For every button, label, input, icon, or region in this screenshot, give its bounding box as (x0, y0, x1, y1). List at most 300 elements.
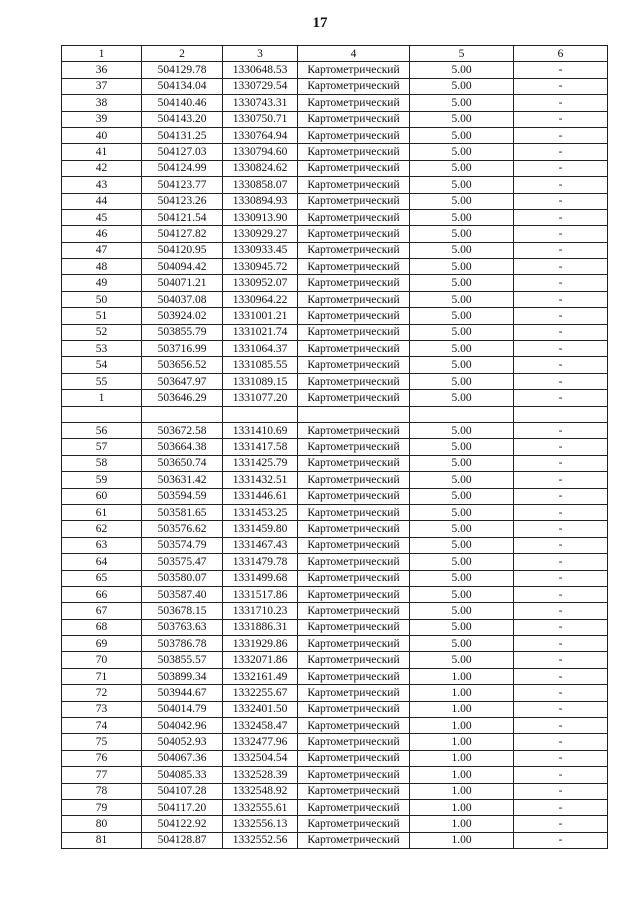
point-number-cell: 77 (62, 767, 142, 783)
table-row (62, 111, 608, 127)
table-row (62, 799, 608, 815)
accuracy-cell: 5.00 (410, 242, 514, 258)
accuracy-cell: 5.00 (410, 521, 514, 537)
accuracy-cell: 5.00 (410, 619, 514, 635)
table-row (62, 750, 608, 766)
accuracy-cell: 5.00 (410, 275, 514, 291)
description-cell: - (514, 78, 608, 94)
point-number-cell: 75 (62, 734, 142, 750)
table-row (62, 783, 608, 799)
method-cell: Картометрический (298, 242, 410, 258)
table-row (62, 127, 608, 143)
page-number: 17 (312, 15, 328, 31)
method-cell: Картометрический (298, 750, 410, 766)
point-number-cell: 42 (62, 160, 142, 176)
method-cell: Картометрический (298, 619, 410, 635)
table-row (62, 439, 608, 455)
table-row (62, 209, 608, 225)
accuracy-cell: 5.00 (410, 177, 514, 193)
point-number-cell: 57 (62, 439, 142, 455)
x-coordinate-cell: 503944.67 (142, 685, 223, 701)
y-coordinate-cell: 1330894.93 (223, 193, 298, 209)
method-cell: Картометрический (298, 390, 410, 406)
method-cell: Картометрический (298, 275, 410, 291)
accuracy-cell: 5.00 (410, 586, 514, 602)
table-row (62, 341, 608, 357)
method-cell: Картометрический (298, 357, 410, 373)
method-cell: Картометрический (298, 291, 410, 307)
method-cell (298, 406, 410, 422)
description-cell: - (514, 816, 608, 832)
method-cell: Картометрический (298, 603, 410, 619)
description-cell: - (514, 701, 608, 717)
table-row (62, 734, 608, 750)
x-coordinate-cell: 504121.54 (142, 209, 223, 225)
table-row (62, 422, 608, 438)
point-number-cell: 36 (62, 62, 142, 78)
y-coordinate-cell: 1330794.60 (223, 144, 298, 160)
table-body (62, 62, 608, 849)
y-coordinate-cell: 1330824.62 (223, 160, 298, 176)
method-cell: Картометрический (298, 537, 410, 553)
y-coordinate-cell (223, 406, 298, 422)
method-cell: Картометрический (298, 78, 410, 94)
x-coordinate-cell: 504131.25 (142, 127, 223, 143)
x-coordinate-cell: 504042.96 (142, 718, 223, 734)
method-cell: Картометрический (298, 111, 410, 127)
accuracy-cell: 5.00 (410, 422, 514, 438)
table-row (62, 259, 608, 275)
method-cell: Картометрический (298, 521, 410, 537)
y-coordinate-cell: 1330945.72 (223, 259, 298, 275)
point-number-cell: 55 (62, 373, 142, 389)
x-coordinate-cell: 503650.74 (142, 455, 223, 471)
description-cell: - (514, 111, 608, 127)
x-coordinate-cell: 503716.99 (142, 341, 223, 357)
x-coordinate-cell: 503575.47 (142, 554, 223, 570)
accuracy-cell: 1.00 (410, 832, 514, 848)
point-number-cell: 78 (62, 783, 142, 799)
accuracy-cell: 5.00 (410, 504, 514, 520)
x-coordinate-cell: 504124.99 (142, 160, 223, 176)
x-coordinate-cell: 504134.04 (142, 78, 223, 94)
description-cell: - (514, 95, 608, 111)
point-number-cell: 50 (62, 291, 142, 307)
table-row (62, 472, 608, 488)
y-coordinate-cell: 1331479.78 (223, 554, 298, 570)
description-cell: - (514, 177, 608, 193)
point-number-cell: 56 (62, 422, 142, 438)
method-cell: Картометрический (298, 701, 410, 717)
y-coordinate-cell: 1331929.86 (223, 636, 298, 652)
description-cell: - (514, 685, 608, 701)
point-number-cell: 47 (62, 242, 142, 258)
method-cell: Картометрический (298, 734, 410, 750)
point-number-cell: 58 (62, 455, 142, 471)
y-coordinate-cell: 1330743.31 (223, 95, 298, 111)
table-row (62, 570, 608, 586)
x-coordinate-cell: 504107.28 (142, 783, 223, 799)
header-cell-y-coordinate: 3 (223, 46, 298, 62)
method-cell: Картометрический (298, 832, 410, 848)
y-coordinate-cell: 1332401.50 (223, 701, 298, 717)
description-cell: - (514, 472, 608, 488)
point-number-cell: 67 (62, 603, 142, 619)
point-number-cell: 76 (62, 750, 142, 766)
table-row (62, 160, 608, 176)
method-cell: Картометрический (298, 259, 410, 275)
method-cell: Картометрический (298, 668, 410, 684)
table-row (62, 95, 608, 111)
table-row (62, 357, 608, 373)
table-row (62, 226, 608, 242)
description-cell: - (514, 275, 608, 291)
x-coordinate-cell: 504143.20 (142, 111, 223, 127)
method-cell: Картометрический (298, 554, 410, 570)
accuracy-cell: 1.00 (410, 816, 514, 832)
point-number-cell: 65 (62, 570, 142, 586)
y-coordinate-cell: 1332528.39 (223, 767, 298, 783)
point-number-cell: 60 (62, 488, 142, 504)
table-row (62, 668, 608, 684)
point-number-cell: 74 (62, 718, 142, 734)
accuracy-cell: 1.00 (410, 799, 514, 815)
point-number-cell: 49 (62, 275, 142, 291)
point-number-cell: 79 (62, 799, 142, 815)
table-row (62, 767, 608, 783)
x-coordinate-cell: 503664.38 (142, 439, 223, 455)
method-cell: Картометрический (298, 226, 410, 242)
y-coordinate-cell: 1331064.37 (223, 341, 298, 357)
x-coordinate-cell: 503576.62 (142, 521, 223, 537)
point-number-cell: 41 (62, 144, 142, 160)
description-cell: - (514, 636, 608, 652)
x-coordinate-cell: 504123.77 (142, 177, 223, 193)
accuracy-cell: 5.00 (410, 95, 514, 111)
description-cell: - (514, 718, 608, 734)
description-cell: - (514, 226, 608, 242)
description-cell: - (514, 422, 608, 438)
accuracy-cell: 5.00 (410, 357, 514, 373)
table-row (62, 603, 608, 619)
table-header (62, 46, 608, 62)
method-cell: Картометрический (298, 160, 410, 176)
point-number-cell: 80 (62, 816, 142, 832)
table-row (62, 488, 608, 504)
table-row (62, 521, 608, 537)
accuracy-cell: 5.00 (410, 488, 514, 504)
accuracy-cell: 5.00 (410, 111, 514, 127)
method-cell: Картометрический (298, 209, 410, 225)
method-cell: Картометрический (298, 783, 410, 799)
accuracy-cell: 5.00 (410, 373, 514, 389)
table-row (62, 586, 608, 602)
point-number-cell: 1 (62, 390, 142, 406)
description-cell: - (514, 832, 608, 848)
y-coordinate-cell: 1331710.23 (223, 603, 298, 619)
x-coordinate-cell: 503763.63 (142, 619, 223, 635)
accuracy-cell: 5.00 (410, 636, 514, 652)
point-number-cell: 59 (62, 472, 142, 488)
x-coordinate-cell: 504123.26 (142, 193, 223, 209)
accuracy-cell: 1.00 (410, 718, 514, 734)
point-number-cell: 81 (62, 832, 142, 848)
description-cell: - (514, 619, 608, 635)
x-coordinate-cell: 503574.79 (142, 537, 223, 553)
description-cell: - (514, 603, 608, 619)
accuracy-cell: 1.00 (410, 767, 514, 783)
point-number-cell: 70 (62, 652, 142, 668)
x-coordinate-cell: 504117.20 (142, 799, 223, 815)
point-number-cell: 37 (62, 78, 142, 94)
table-row (62, 504, 608, 520)
table-row (62, 718, 608, 734)
point-number-cell: 62 (62, 521, 142, 537)
method-cell: Картометрический (298, 62, 410, 78)
y-coordinate-cell: 1331459.80 (223, 521, 298, 537)
x-coordinate-cell: 504037.08 (142, 291, 223, 307)
y-coordinate-cell: 1331417.58 (223, 439, 298, 455)
y-coordinate-cell: 1331517.86 (223, 586, 298, 602)
description-cell: - (514, 570, 608, 586)
table-row (62, 652, 608, 668)
accuracy-cell: 5.00 (410, 455, 514, 471)
accuracy-cell: 5.00 (410, 78, 514, 94)
point-number-cell: 44 (62, 193, 142, 209)
y-coordinate-cell: 1331446.61 (223, 488, 298, 504)
table-row (62, 144, 608, 160)
table-row (62, 455, 608, 471)
x-coordinate-cell: 503587.40 (142, 586, 223, 602)
x-coordinate-cell: 503581.65 (142, 504, 223, 520)
method-cell: Картометрический (298, 472, 410, 488)
accuracy-cell: 5.00 (410, 259, 514, 275)
x-coordinate-cell: 504052.93 (142, 734, 223, 750)
y-coordinate-cell: 1330964.22 (223, 291, 298, 307)
header-cell-x-coordinate: 2 (142, 46, 223, 62)
description-cell: - (514, 193, 608, 209)
method-cell: Картометрический (298, 636, 410, 652)
x-coordinate-cell: 504085.33 (142, 767, 223, 783)
x-coordinate-cell: 503646.29 (142, 390, 223, 406)
description-cell: - (514, 668, 608, 684)
description-cell (514, 406, 608, 422)
y-coordinate-cell: 1331886.31 (223, 619, 298, 635)
accuracy-cell: 5.00 (410, 324, 514, 340)
description-cell: - (514, 259, 608, 275)
accuracy-cell (410, 406, 514, 422)
x-coordinate-cell: 504071.21 (142, 275, 223, 291)
x-coordinate-cell: 503678.15 (142, 603, 223, 619)
table-row (62, 537, 608, 553)
y-coordinate-cell: 1330913.90 (223, 209, 298, 225)
accuracy-cell: 5.00 (410, 62, 514, 78)
description-cell: - (514, 390, 608, 406)
point-number-cell: 63 (62, 537, 142, 553)
y-coordinate-cell: 1331001.21 (223, 308, 298, 324)
table-header-row (62, 46, 608, 62)
method-cell: Картометрический (298, 455, 410, 471)
x-coordinate-cell: 504122.92 (142, 816, 223, 832)
x-coordinate-cell: 503580.07 (142, 570, 223, 586)
description-cell: - (514, 586, 608, 602)
point-number-cell: 73 (62, 701, 142, 717)
y-coordinate-cell: 1332458.47 (223, 718, 298, 734)
y-coordinate-cell: 1330648.53 (223, 62, 298, 78)
description-cell: - (514, 160, 608, 176)
x-coordinate-cell: 503647.97 (142, 373, 223, 389)
description-cell: - (514, 144, 608, 160)
table-row (62, 177, 608, 193)
description-cell: - (514, 554, 608, 570)
description-cell: - (514, 537, 608, 553)
table-row (62, 816, 608, 832)
method-cell: Картометрический (298, 439, 410, 455)
y-coordinate-cell: 1332556.13 (223, 816, 298, 832)
description-cell: - (514, 242, 608, 258)
x-coordinate-cell: 503786.78 (142, 636, 223, 652)
header-cell-point-number: 1 (62, 46, 142, 62)
table-row (62, 554, 608, 570)
method-cell: Картометрический (298, 488, 410, 504)
y-coordinate-cell: 1330929.27 (223, 226, 298, 242)
method-cell: Картометрический (298, 308, 410, 324)
x-coordinate-cell: 503855.57 (142, 652, 223, 668)
description-cell: - (514, 439, 608, 455)
point-number-cell: 61 (62, 504, 142, 520)
table-row (62, 636, 608, 652)
method-cell: Картометрический (298, 586, 410, 602)
point-number-cell: 52 (62, 324, 142, 340)
point-number-cell: 69 (62, 636, 142, 652)
description-cell: - (514, 455, 608, 471)
description-cell: - (514, 324, 608, 340)
y-coordinate-cell: 1330933.45 (223, 242, 298, 258)
table-row (62, 406, 608, 422)
method-cell: Картометрический (298, 324, 410, 340)
method-cell: Картометрический (298, 193, 410, 209)
point-number-cell: 46 (62, 226, 142, 242)
x-coordinate-cell: 504067.36 (142, 750, 223, 766)
x-coordinate-cell: 504140.46 (142, 95, 223, 111)
method-cell: Картометрический (298, 718, 410, 734)
point-number-cell: 40 (62, 127, 142, 143)
description-cell: - (514, 357, 608, 373)
y-coordinate-cell: 1331021.74 (223, 324, 298, 340)
x-coordinate-cell: 503672.58 (142, 422, 223, 438)
x-coordinate-cell: 503924.02 (142, 308, 223, 324)
y-coordinate-cell: 1330858.07 (223, 177, 298, 193)
x-coordinate-cell: 504014.79 (142, 701, 223, 717)
table-row (62, 701, 608, 717)
accuracy-cell: 5.00 (410, 652, 514, 668)
description-cell: - (514, 767, 608, 783)
y-coordinate-cell: 1331410.69 (223, 422, 298, 438)
accuracy-cell: 5.00 (410, 439, 514, 455)
x-coordinate-cell: 504120.95 (142, 242, 223, 258)
x-coordinate-cell: 504127.03 (142, 144, 223, 160)
point-number-cell: 53 (62, 341, 142, 357)
accuracy-cell: 1.00 (410, 701, 514, 717)
method-cell: Картометрический (298, 341, 410, 357)
y-coordinate-cell: 1332555.61 (223, 799, 298, 815)
method-cell: Картометрический (298, 504, 410, 520)
accuracy-cell: 1.00 (410, 783, 514, 799)
accuracy-cell: 5.00 (410, 291, 514, 307)
accuracy-cell: 1.00 (410, 668, 514, 684)
table-row (62, 78, 608, 94)
description-cell: - (514, 652, 608, 668)
accuracy-cell: 5.00 (410, 472, 514, 488)
table-row (62, 193, 608, 209)
accuracy-cell: 5.00 (410, 537, 514, 553)
y-coordinate-cell: 1332477.96 (223, 734, 298, 750)
point-number-cell: 66 (62, 586, 142, 602)
y-coordinate-cell: 1330764.94 (223, 127, 298, 143)
x-coordinate-cell: 503899.34 (142, 668, 223, 684)
method-cell: Картометрический (298, 373, 410, 389)
header-cell-method: 4 (298, 46, 410, 62)
description-cell: - (514, 734, 608, 750)
table-row (62, 275, 608, 291)
description-cell: - (514, 783, 608, 799)
method-cell: Картометрический (298, 816, 410, 832)
x-coordinate-cell: 503594.59 (142, 488, 223, 504)
method-cell: Картометрический (298, 127, 410, 143)
accuracy-cell: 5.00 (410, 308, 514, 324)
method-cell: Картометрический (298, 652, 410, 668)
y-coordinate-cell: 1331085.55 (223, 357, 298, 373)
point-number-cell: 72 (62, 685, 142, 701)
method-cell: Картометрический (298, 422, 410, 438)
description-cell: - (514, 341, 608, 357)
accuracy-cell: 5.00 (410, 209, 514, 225)
y-coordinate-cell: 1332552.56 (223, 832, 298, 848)
x-coordinate-cell: 504129.78 (142, 62, 223, 78)
table-row (62, 390, 608, 406)
accuracy-cell: 5.00 (410, 127, 514, 143)
y-coordinate-cell: 1330729.54 (223, 78, 298, 94)
description-cell: - (514, 521, 608, 537)
accuracy-cell: 5.00 (410, 390, 514, 406)
table-row (62, 373, 608, 389)
accuracy-cell: 1.00 (410, 734, 514, 750)
x-coordinate-cell: 504127.82 (142, 226, 223, 242)
description-cell: - (514, 62, 608, 78)
method-cell: Картометрический (298, 570, 410, 586)
y-coordinate-cell: 1330750.71 (223, 111, 298, 127)
y-coordinate-cell: 1332504.54 (223, 750, 298, 766)
method-cell: Картометрический (298, 177, 410, 193)
description-cell: - (514, 799, 608, 815)
point-number-cell: 43 (62, 177, 142, 193)
y-coordinate-cell: 1331425.79 (223, 455, 298, 471)
table-row (62, 619, 608, 635)
method-cell: Картометрический (298, 144, 410, 160)
point-number-cell (62, 406, 142, 422)
x-coordinate-cell: 503855.79 (142, 324, 223, 340)
table-row (62, 685, 608, 701)
accuracy-cell: 5.00 (410, 144, 514, 160)
x-coordinate-cell: 504128.87 (142, 832, 223, 848)
accuracy-cell: 1.00 (410, 685, 514, 701)
x-coordinate-cell: 503656.52 (142, 357, 223, 373)
method-cell: Картометрический (298, 685, 410, 701)
y-coordinate-cell: 1331453.25 (223, 504, 298, 520)
description-cell: - (514, 308, 608, 324)
y-coordinate-cell: 1331499.68 (223, 570, 298, 586)
point-number-cell: 45 (62, 209, 142, 225)
